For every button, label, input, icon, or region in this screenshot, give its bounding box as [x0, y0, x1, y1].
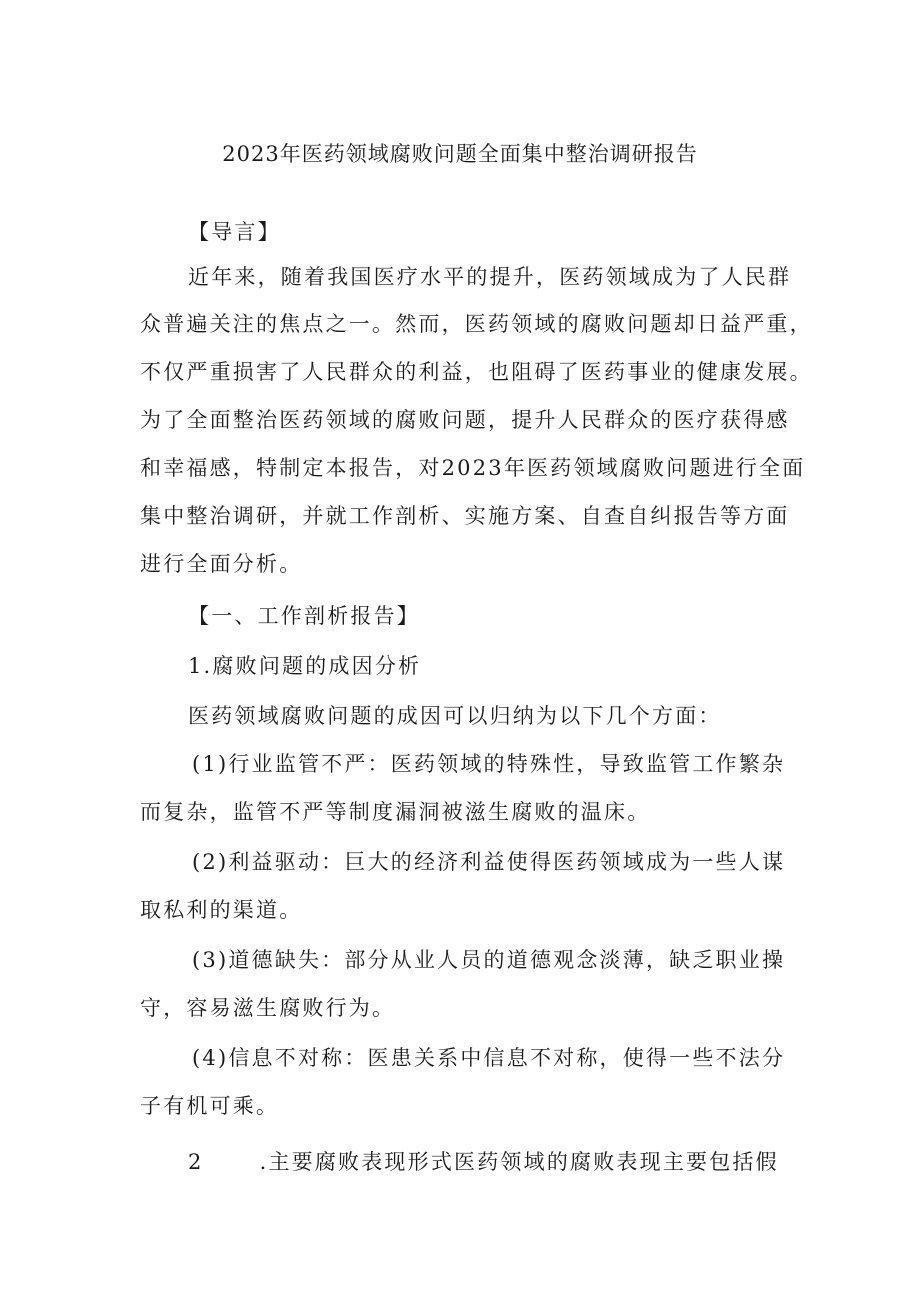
intro-line: 集中整治调研，并就工作剖析、实施方案、自查自纠报告等方面	[140, 504, 790, 528]
cause-item-line: 守，容易滋生腐败行为。	[140, 996, 396, 1020]
cause-item-line: 取私利的渠道。	[140, 898, 303, 922]
intro-line: 和幸福感，特制定本报告，对2023年医药领域腐败问题进行全面	[140, 456, 806, 480]
subsection-heading: 1.腐败问题的成因分析	[188, 654, 422, 678]
document-title: 2023年医药领域腐败问题全面集中整治调研报告	[222, 142, 698, 166]
subsection-number: 2	[188, 1150, 204, 1174]
paragraph-line: 医药领域腐败问题的成因可以归纳为以下几个方面：	[188, 704, 722, 728]
subsection-text: .主要腐败表现形式医药领域的腐败表现主要包括假	[259, 1150, 779, 1174]
cause-item-line: (4)信息不对称：医患关系中信息不对称，使得一些不法分	[192, 1046, 786, 1070]
cause-item-line: 而复杂，监管不严等制度漏洞被滋生腐败的温床。	[140, 800, 651, 824]
intro-heading: 【导言】	[188, 220, 281, 244]
intro-line: 近年来，随着我国医疗水平的提升，医药领域成为了人民群	[188, 265, 792, 289]
cause-item-line: (1)行业监管不严：医药领域的特殊性，导致监管工作繁杂	[192, 752, 786, 776]
intro-line: 不仅严重损害了人民群众的利益，也阻碍了医药事业的健康发展。	[140, 360, 813, 384]
subsection-heading-2	[188, 1144, 800, 1180]
cause-item-line: (3)道德缺失：部分从业人员的道德观念淡薄，缺乏职业操	[192, 948, 786, 972]
intro-line: 众普遍关注的焦点之一。然而，医药领域的腐败问题却日益严重，	[140, 312, 813, 336]
cause-item-line: (2)利益驱动：巨大的经济利益使得医药领域成为一些人谋	[192, 850, 786, 874]
intro-line: 为了全面整治医药领域的腐败问题，提升人民群众的医疗获得感	[140, 408, 790, 432]
section-heading: 【一、工作剖析报告】	[188, 604, 420, 628]
cause-item-line: 子有机可乘。	[140, 1094, 280, 1118]
intro-line: 进行全面分析。	[140, 552, 303, 576]
